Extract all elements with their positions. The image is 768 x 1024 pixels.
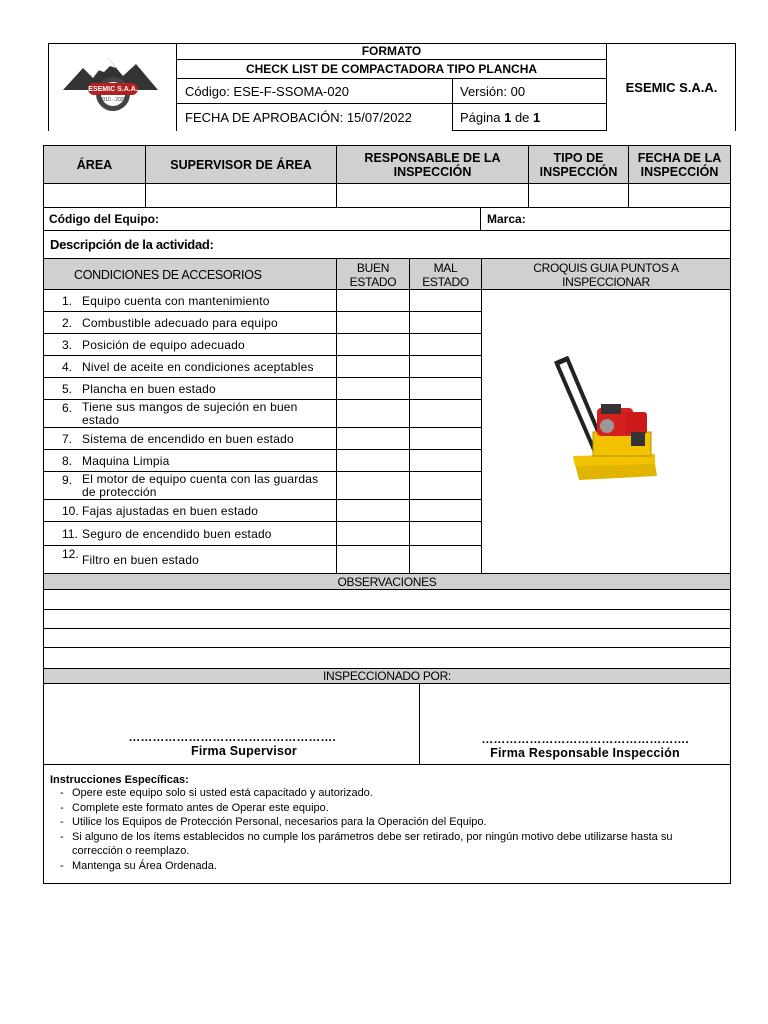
inspeccionado-title: INSPECCIONADO POR: <box>43 669 731 684</box>
checklist-item-number: 7. <box>62 431 73 446</box>
compactor-plate-illustration <box>545 352 665 484</box>
checklist-item-label: Combustible adecuado para equipo <box>82 315 278 330</box>
instruccion-bullet: - <box>60 830 64 843</box>
col-buen-estado: BUEN ESTADO <box>337 259 410 290</box>
instrucciones-title: Instrucciones Específicas: <box>50 774 189 786</box>
supervisor-input[interactable] <box>146 184 337 207</box>
checklist-item-label: Tiene sus mangos de sujeción en buen estado <box>82 400 298 427</box>
instruccion-text: Mantenga su Área Ordenada. <box>72 859 217 872</box>
col-tipo: TIPO DE INSPECCIÓN <box>529 146 629 184</box>
checklist-item-number: 9. <box>62 473 73 487</box>
responsable-signature-line: ……………………………………………. <box>481 732 689 746</box>
version-field: Versión: 00 <box>453 79 607 104</box>
divider-buen <box>337 290 410 574</box>
instruccion-text: Utilice los Equipos de Protección Personal, necesarios para la Operación del Equipo. <box>72 816 487 828</box>
fecha-aprobacion-field: FECHA DE APROBACIÓN: 15/07/2022 <box>176 104 453 131</box>
checklist-item-label: El motor de equipo cuenta con las guardas de protección <box>82 472 319 499</box>
tipo-input[interactable] <box>529 184 629 207</box>
divider-conditions <box>44 290 337 574</box>
pagina-prefix: Página <box>460 109 505 125</box>
col-fecha: FECHA DE LA INSPECCIÓN <box>637 151 722 179</box>
observaciones-line-2[interactable] <box>43 610 731 629</box>
instruccion-item <box>60 830 720 859</box>
checklist-item-label: Equipo cuenta con mantenimiento <box>82 293 270 308</box>
checklist-item-label: Seguro de encendido buen estado <box>82 526 272 541</box>
checklist-item-label: Plancha en buen estado <box>82 381 216 396</box>
marca-label: Marca: <box>487 212 526 226</box>
checklist-item-number: 12. <box>62 547 79 561</box>
document-title: CHECK LIST DE COMPACTADORA TIPO PLANCHA <box>176 60 607 79</box>
pagina-field <box>453 104 607 131</box>
plate-compactor-icon <box>545 352 665 484</box>
company-name: ESEMIC S.A.A. <box>625 79 718 95</box>
col-supervisor: SUPERVISOR DE ÁREA <box>146 146 337 184</box>
instruccion-bullet: - <box>60 816 64 828</box>
area-input[interactable] <box>44 184 146 207</box>
logo-name: ESEMIC S.A.A. <box>88 85 138 93</box>
observaciones-line-4[interactable] <box>43 648 731 669</box>
instruccion-text: Opere este equipo solo si usted está capacitado y autorizado. <box>72 787 373 799</box>
checklist-item-label: Posición de equipo adecuado <box>82 337 245 352</box>
fecha-input[interactable] <box>629 184 730 207</box>
instruccion-bullet: - <box>60 801 64 814</box>
checklist-item-number: 8. <box>62 453 73 468</box>
divider-mal <box>410 290 482 574</box>
instruccion-item <box>60 815 720 830</box>
checklist-item-number: 6. <box>62 401 73 415</box>
instrucciones-list <box>60 786 720 873</box>
col-responsable: RESPONSABLE DE LA INSPECCIÓN <box>337 146 529 184</box>
checklist-item-label: Fajas ajustadas en buen estado <box>82 503 259 518</box>
checklist-item-number: 10. <box>62 503 79 518</box>
responsable-input[interactable] <box>337 184 529 207</box>
col-area: ÁREA <box>44 146 146 184</box>
firma-responsable-label: Firma Responsable Inspección <box>490 746 680 760</box>
instruccion-item <box>60 801 720 816</box>
formato-label: FORMATO <box>176 43 607 60</box>
descripcion-label: Descripción de la actividad: <box>43 231 731 259</box>
checklist-item-number: 2. <box>62 315 73 330</box>
checklist-item-number: 1. <box>62 293 73 308</box>
instruccion-bullet: - <box>60 859 64 872</box>
instruccion-item <box>60 859 720 874</box>
checklist-item-label: Sistema de encendido en buen estado <box>82 431 294 446</box>
checklist-item-number: 5. <box>62 381 73 396</box>
col-mal-estado: MAL ESTADO <box>410 259 482 290</box>
instruccion-text: Si alguno de los ítems establecidos no cumple los parámetros debe ser retirado, por ningún motivo debe utilizarse hasta su corrección o reemplazo. <box>72 830 673 857</box>
instruccion-item <box>60 786 720 801</box>
checklist-item-label: Filtro en buen estado <box>82 552 199 567</box>
checklist-item-label: Maquina Limpia <box>82 453 170 468</box>
codigo-field: Código: ESE-F-SSOMA-020 <box>176 79 453 104</box>
pagina-de: de <box>511 109 534 125</box>
col-croquis: CROQUIS GUIA PUNTOS A INSPECCIONAR <box>533 260 679 289</box>
checklist-item-number: 3. <box>62 337 73 352</box>
checklist-item-label: Nivel de aceite en condiciones aceptables <box>82 359 314 374</box>
company-logo <box>58 50 168 112</box>
observaciones-line-3[interactable] <box>43 629 731 648</box>
observaciones-title: OBSERVACIONES <box>43 574 731 590</box>
checklist-item-number: 4. <box>62 359 73 374</box>
logo-years: 2010 - 2020 <box>99 97 127 103</box>
codigo-equipo-label: Código del Equipo: <box>44 208 481 230</box>
col-conditions: CONDICIONES DE ACCESORIOS <box>44 259 337 290</box>
instruccion-text: Complete este formato antes de Operar este equipo. <box>72 801 329 814</box>
supervisor-signature-line: ……………………………………………. <box>128 730 336 744</box>
pagina-total: 1 <box>533 109 541 125</box>
instruccion-bullet: - <box>60 787 64 799</box>
firma-supervisor-label: Firma Supervisor <box>190 744 297 758</box>
checklist-item-number: 11. <box>62 526 78 541</box>
pagina-number: 1 <box>504 109 512 125</box>
observaciones-line-1[interactable] <box>43 590 731 610</box>
